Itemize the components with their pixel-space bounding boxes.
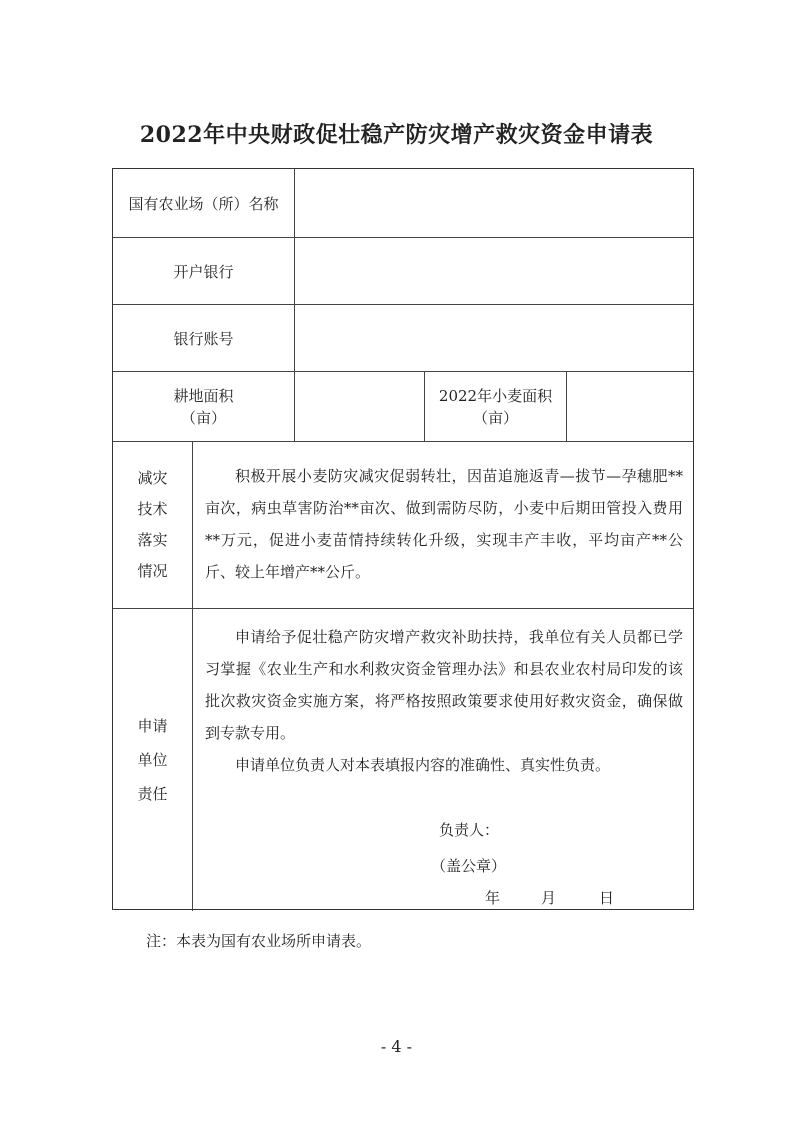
disaster-label-line-1: 减灾 bbox=[137, 469, 168, 487]
arable-area-field[interactable] bbox=[295, 372, 425, 441]
wheat-area-field[interactable] bbox=[567, 372, 695, 441]
row-bank bbox=[113, 238, 693, 305]
row-areas bbox=[113, 372, 693, 442]
wheat-area-label bbox=[425, 372, 567, 441]
row-disaster-reduction bbox=[113, 442, 693, 609]
footnote: 注：本表为国有农业场所申请表。 bbox=[146, 932, 372, 950]
arable-area-label bbox=[113, 372, 295, 441]
arable-area-label-text: 耕地面积 bbox=[173, 386, 234, 405]
application-form-table bbox=[112, 168, 694, 910]
disaster-reduction-text: 积极开展小麦防灾减灾促弱转壮，因苗追施返青—拔节—孕穗肥**亩次，病虫草害防治**亩次、做到需防尽防，小麦中后期田管投入费用**万元，促进小麦苗情持续转化升级，实现丰产丰收，平均亩产**公斤、较上年增产**公斤。 bbox=[205, 467, 683, 581]
farm-name-label: 国有农业场（所）名称 bbox=[113, 169, 295, 237]
responsibility-paragraph-2: 申请单位负责人对本表填报内容的准确性、真实性负责。 bbox=[235, 756, 611, 774]
form-title: 2022年中央财政促壮稳产防灾增产救灾资金申请表 bbox=[139, 122, 654, 148]
disaster-label-line-2: 技术 bbox=[137, 500, 168, 518]
disaster-reduction-label bbox=[113, 442, 193, 608]
signer-label: 负责人： bbox=[439, 821, 500, 839]
arable-area-unit: （亩） bbox=[180, 408, 226, 427]
responsibility-label-line-1: 申请 bbox=[137, 717, 168, 735]
date-year: 年 bbox=[485, 889, 501, 907]
account-field[interactable] bbox=[295, 305, 695, 371]
responsibility-paragraph-1: 申请给予促壮稳产防灾增产救灾补助扶持，我单位有关人员都已学习掌握《农业生产和水利救灾资金管理办法》和县农业农村局印发的该批次救灾资金实施方案，将严格按照政策要求使用好救灾资金，确保做到专款专用。 bbox=[205, 628, 683, 742]
disaster-label-line-4: 情况 bbox=[137, 562, 168, 580]
responsibility-label-line-2: 单位 bbox=[137, 751, 168, 769]
page-number: - 4 - bbox=[380, 1037, 413, 1056]
date-month: 月 bbox=[541, 889, 557, 907]
date-day: 日 bbox=[599, 889, 615, 907]
row-account bbox=[113, 305, 693, 372]
seal-label: （盖公章） bbox=[431, 857, 507, 875]
wheat-area-label-text: 2022年小麦面积 bbox=[438, 386, 553, 405]
responsibility-label-line-3: 责任 bbox=[137, 785, 168, 803]
wheat-area-unit: （亩） bbox=[472, 408, 518, 427]
row-farm-name bbox=[113, 169, 693, 238]
bank-field[interactable] bbox=[295, 238, 695, 304]
account-label: 银行账号 bbox=[113, 305, 295, 371]
responsibility-label bbox=[113, 609, 193, 911]
disaster-label-line-3: 落实 bbox=[137, 531, 168, 549]
farm-name-field[interactable] bbox=[295, 169, 695, 237]
bank-label: 开户银行 bbox=[113, 238, 295, 304]
row-applicant-responsibility bbox=[113, 609, 693, 911]
